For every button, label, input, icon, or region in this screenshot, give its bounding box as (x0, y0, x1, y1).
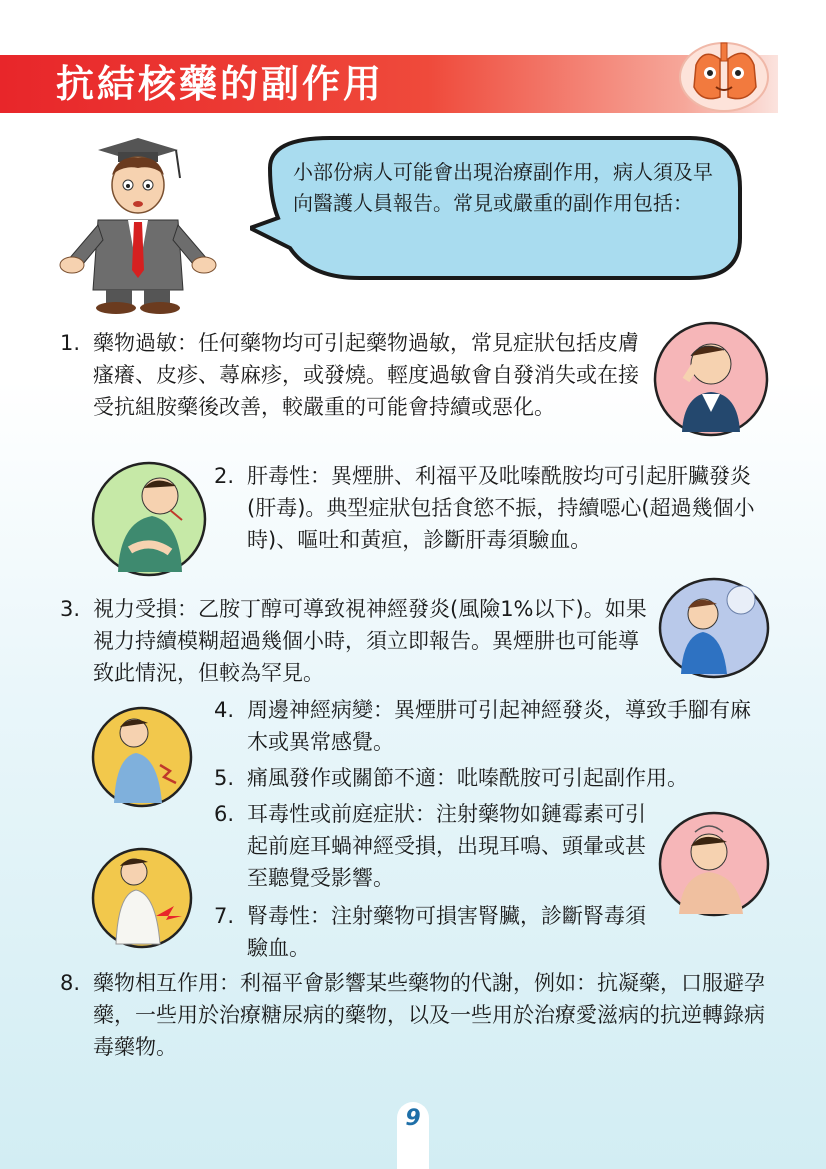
list-item: 8. 藥物相互作用：利福平會影響某些藥物的代謝，例如：抗凝藥，口服避孕藥，一些用於治療糖尿病的藥物，以及一些用於治療愛滋病的抗逆轉錄病毒藥物。 (60, 971, 765, 1059)
list-item: 1. 藥物過敏：任何藥物均可引起藥物過敏，常見症狀包括皮膚瘙癢、皮疹、蕁麻疹，或發燒。輕度過敏會自發消失或在接受抗組胺藥後改善，較嚴重的可能會持續或惡化。 (60, 331, 639, 419)
neuropathy-illustration-icon (90, 705, 194, 809)
liver-toxicity-illustration-icon (90, 460, 208, 578)
allergy-illustration-icon (652, 320, 770, 438)
dizziness-illustration-icon (657, 810, 771, 918)
intro-text: 小部份病人可能會出現治療副作用，病人須及早向醫護人員報告。常見或嚴重的副作用包括： (293, 160, 713, 215)
lung-mascot-icon (676, 35, 776, 115)
list-item: 7. 腎毒性：注射藥物可損害腎臟，診斷腎毒須驗血。 (214, 904, 646, 960)
doctor-character-icon (58, 130, 218, 315)
list-item: 2. 肝毒性：異煙肼、利福平及吡嗪酰胺均可引起肝臟發炎(肝毒)。典型症狀包括食慾不振，持續噁心(超過幾個小時)、嘔吐和黃疸，診斷肝毒須驗血。 (214, 464, 755, 552)
list-item: 6. 耳毒性或前庭症狀：注射藥物如鏈霉素可引起前庭耳蝸神經受損，出現耳鳴、頭暈或甚至聽覺受影響。 (214, 802, 646, 890)
list-item: 5. 痛風發作或關節不適：吡嗪酰胺可引起副作用。 (214, 766, 688, 790)
page-number: 9 (405, 1106, 421, 1131)
vision-illustration-icon (657, 576, 771, 680)
kidney-toxicity-illustration-icon (90, 846, 194, 950)
list-item: 3. 視力受損：乙胺丁醇可導致視神經發炎(風險1%以下)。如果視力持續模糊超過幾個小時，須立即報告。異煙肼也可能導致此情況，但較為罕見。 (60, 597, 647, 685)
list-item: 4. 周邊神經病變：異煙肼可引起神經發炎，導致手腳有麻木或異常感覺。 (214, 698, 751, 754)
page-title: 抗結核藥的副作用 (56, 62, 385, 106)
